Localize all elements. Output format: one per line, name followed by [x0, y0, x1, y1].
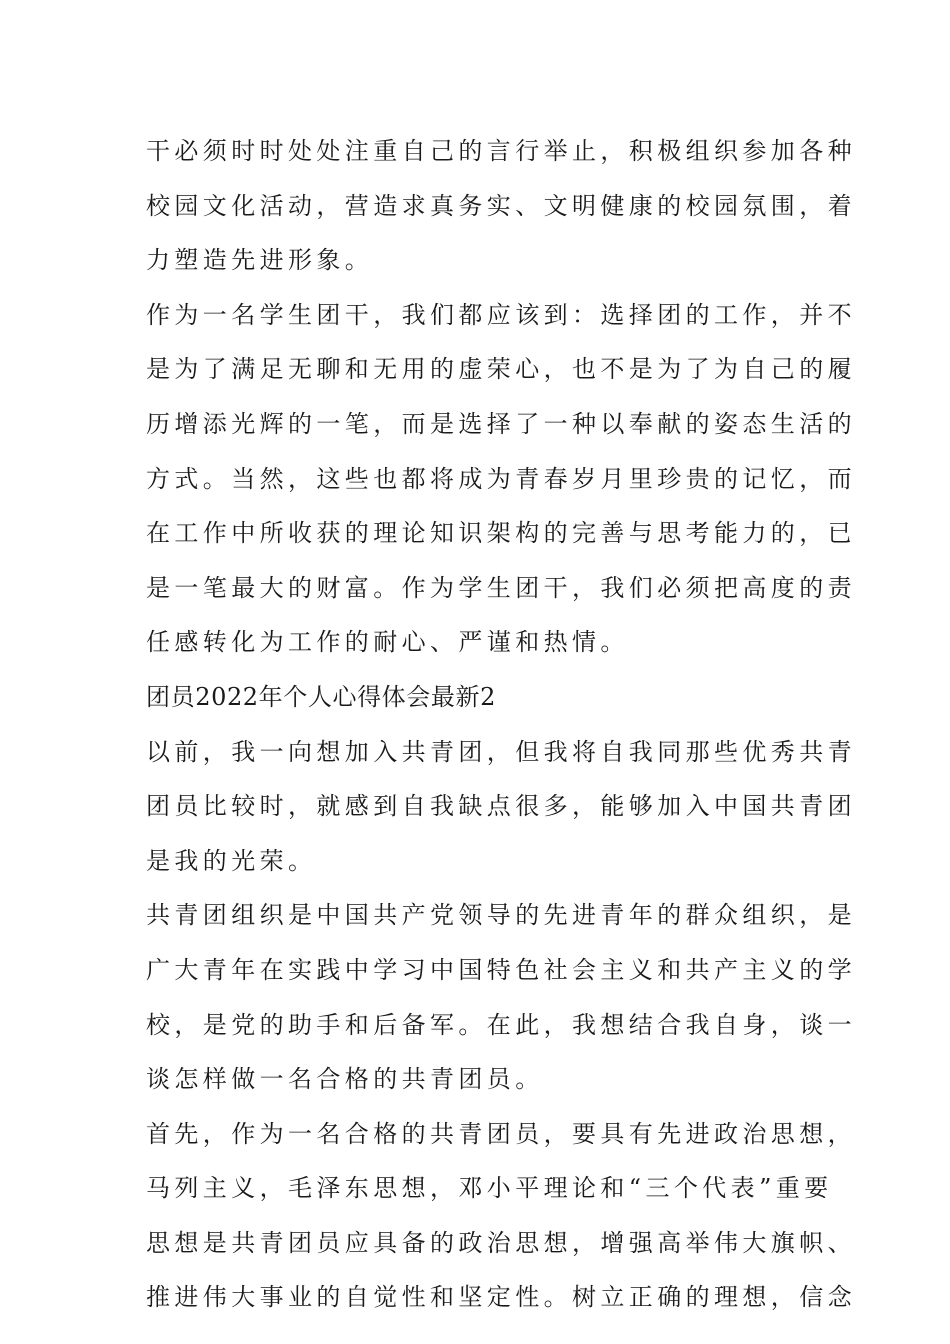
text-line: 校，是党的助手和后备军。在此，我想结合我自身，谈一: [146, 1010, 856, 1039]
text-line: 任感转化为工作的耐心、严谨和热情。: [146, 628, 629, 657]
text-line: 谈怎样做一名合格的共青团员。: [146, 1065, 544, 1094]
text-line: 校园文化活动，营造求真务实、文明健康的校园氛围，着: [146, 191, 856, 220]
text-line: 推进伟大事业的自觉性和坚定性。树立正确的理想，信念: [146, 1283, 856, 1312]
text-line: 是为了满足无聊和无用的虚荣心，也不是为了为自己的履: [146, 355, 856, 384]
text-line: 马列主义，毛泽东思想，邓小平理论和“三个代表”重要: [146, 1174, 833, 1203]
document-body: [146, 124, 856, 1325]
text-line: 是我的光荣。: [146, 846, 317, 875]
text-line: 思想是共青团员应具备的政治思想，增强高举伟大旗帜、: [146, 1228, 856, 1257]
text-line: 共青团组织是中国共产党领导的先进青年的群众组织，是: [146, 901, 856, 930]
text-line: 以前，我一向想加入共青团，但我将自我同那些优秀共青: [146, 737, 856, 766]
text-line: 是一笔最大的财富。作为学生团干，我们必须把高度的责: [146, 573, 856, 602]
text-line: 干必须时时处处注重自己的言行举止，积极组织参加各种: [146, 137, 856, 165]
text-line: 团员比较时，就感到自我缺点很多，能够加入中国共青团: [146, 792, 856, 821]
text-line: 方式。当然，这些也都将成为青春岁月里珍贵的记忆，而: [146, 464, 856, 493]
text-line: 作为一名学生团干，我们都应该到：选择团的工作，并不: [146, 300, 856, 329]
text-line: 力塑造先进形象。: [146, 246, 374, 275]
text-line: 首先，作为一名合格的共青团员，要具有先进政治思想，: [146, 1119, 856, 1148]
text-line: 在工作中所收获的理论知识架构的完善与思考能力的，已: [146, 519, 856, 548]
section-heading: 团员2022年个人心得体会最新2: [146, 682, 496, 711]
text-line: 广大青年在实践中学习中国特色社会主义和共产主义的学: [146, 955, 856, 984]
text-line: 历增添光辉的一笔，而是选择了一种以奉献的姿态生活的: [146, 409, 856, 438]
